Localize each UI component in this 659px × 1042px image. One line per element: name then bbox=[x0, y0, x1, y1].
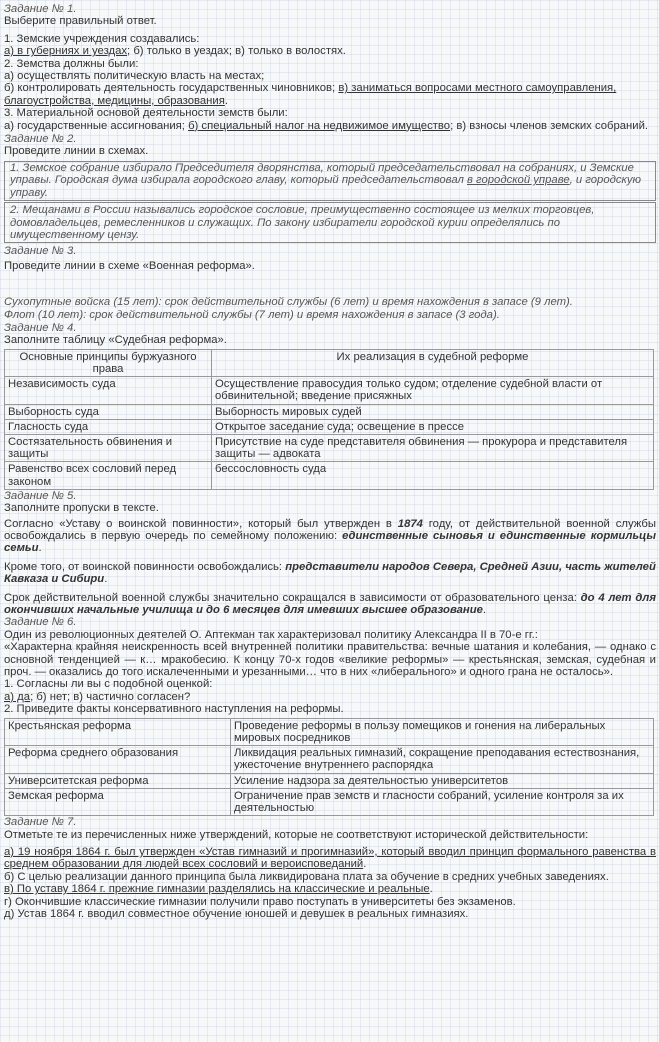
scheme-text: 1. Земское собрание избирало Председителя дворянства, который председательствовал на собраниях, и Земские управы. Городская дума избирала городского главу, который председательствовал bbox=[10, 161, 634, 187]
option-text: ; в) взносы членов земских собраний. bbox=[450, 119, 649, 132]
marked-statement: а) 19 ноября 1864 г. был утвержден «Устав гимназий и прогимназий», который вводил принцип формального равенства в среднем образовании для людей всех сословий и вероисповеданий bbox=[4, 845, 656, 871]
navy-text: Флот (10 лет): срок действительной службы (7 лет) и время нахождения в запасе (3 года). bbox=[4, 308, 500, 321]
task-6 bbox=[4, 616, 656, 816]
statement: б) С целью реализации данного принципа была ликвидирована плата за обучение в средних учебных заведениях. bbox=[4, 870, 609, 883]
task-2 bbox=[4, 133, 656, 243]
table-cell: Крестьянская реформа bbox=[5, 718, 231, 745]
task-instruction: Проведите линии в схемах. bbox=[4, 145, 149, 158]
quote: «Характерна крайняя неискренность всей внутренней политики правительства: вечные шатания и колебания, — однако с основной тенденцией — к… мракобесию. К концу 70-х годов «великие реформы» — крестьянская, земская, судебная и проч. — оказались до того искалеченными и урезанными… что в них «либерального» и одного грана не осталось». bbox=[4, 641, 656, 679]
table-row bbox=[5, 404, 654, 419]
text: Согласно «Уставу о воинской повинности», который был утвержден в bbox=[4, 517, 398, 530]
scheme-box-2 bbox=[4, 202, 656, 243]
table-cell: Проведение реформы в пользу помещиков и гонения на либеральных мировых посредников bbox=[231, 718, 654, 745]
question: 3. Материальной основой деятельности земств были: bbox=[4, 107, 288, 120]
table-cell: Земская реформа bbox=[5, 788, 231, 815]
answer-options bbox=[4, 120, 656, 132]
question: 1. Земские учреждения создавались: bbox=[4, 32, 200, 45]
statement bbox=[4, 883, 656, 895]
filled-blank: 1874 bbox=[397, 517, 423, 530]
task-4 bbox=[4, 322, 656, 490]
task-1 bbox=[4, 3, 656, 132]
task-heading: Задание № 4. bbox=[4, 321, 77, 334]
table-cell: Выборность суда bbox=[5, 404, 212, 419]
table-cell: Гласность суда bbox=[5, 419, 212, 434]
paragraph bbox=[4, 561, 656, 586]
option-text: б) контролировать деятельность государственных чиновников; bbox=[4, 82, 339, 95]
table-row bbox=[5, 377, 654, 404]
selected-answer: а) в губерниях и уездах bbox=[4, 45, 128, 58]
table-cell: Присутствие на суде представителя обвинения — прокурора и представителя защиты — адвоката bbox=[212, 434, 654, 461]
table-cell: Ликвидация реальных гимназий, сокращение преподавания естествознания, ужесточение внутреннего распорядка bbox=[231, 746, 654, 773]
statement bbox=[4, 846, 656, 871]
selected-answer: а) да bbox=[4, 690, 31, 703]
selected-answer: в) заниматься вопросами местного самоуправления, благоустройства, медицины, образования bbox=[4, 82, 617, 107]
option-text: а) государственные ассигнования; bbox=[4, 119, 189, 132]
statement: д) Устав 1864 г. вводил совместное обучение юношей и девушек в реальных гимназиях. bbox=[4, 907, 469, 920]
task-heading: Задание № 7. bbox=[4, 816, 77, 829]
table-row bbox=[5, 718, 654, 745]
task-heading: Задание № 3. bbox=[4, 245, 77, 258]
task-heading: Задание № 5. bbox=[4, 489, 77, 502]
table-cell: Усиление надзора за деятельностью университетов bbox=[231, 773, 654, 788]
box-separator bbox=[5, 202, 655, 203]
text: году, от действительной военной службы освобождались в первую очередь по семейному положению: bbox=[4, 517, 656, 542]
table-row bbox=[5, 788, 654, 815]
option-text: а) осуществлять политическую власть на местах; bbox=[4, 70, 265, 83]
scheme-underlined: в городской управе bbox=[467, 174, 570, 187]
filled-blank: единственные сыновья и единственные кормильцы семьи bbox=[4, 530, 657, 555]
question: 1. Согласны ли вы с подобной оценкой: bbox=[4, 678, 213, 691]
filled-blank: представители народов Севера, Средней Азии, часть жителей Кавказа и Сибири bbox=[4, 560, 656, 586]
task-heading: Задание № 1. bbox=[4, 3, 77, 15]
table-cell: Открытое заседание суда; освещение в прессе bbox=[212, 419, 654, 434]
table-row bbox=[5, 434, 654, 461]
text: . bbox=[104, 573, 108, 586]
option-text: ; б) нет; в) частично согласен? bbox=[30, 690, 191, 703]
question: 2. Приведите факты консервативного наступления на реформы. bbox=[4, 703, 344, 716]
task-3 bbox=[4, 245, 656, 321]
scheme-text: 2. Мещанами в России назывались городское сословие, преимущественно состоящее из мелких торговцев, домовладельцев, ремесленников и служащих. По закону избиратели городской курии определялись по имущественному цензу. bbox=[10, 204, 595, 241]
task-intro: Один из революционных деятелей О. Аптекман так характеризовал политику Александра II в 70-е гг.: bbox=[4, 628, 538, 641]
conservative-table bbox=[4, 718, 654, 816]
task-5 bbox=[4, 490, 656, 617]
task-7 bbox=[4, 816, 656, 920]
table-cell: Выборность мировых судей bbox=[212, 404, 654, 419]
task-instruction: Заполните таблицу «Судебная реформа». bbox=[4, 334, 227, 347]
text: . bbox=[38, 542, 42, 555]
answer-options bbox=[4, 45, 656, 57]
table-row bbox=[5, 419, 654, 434]
table-header-row bbox=[5, 349, 654, 376]
task-instruction: Проведите линии в схеме «Военная реформа». bbox=[4, 259, 255, 272]
task-heading: Задание № 6. bbox=[4, 616, 77, 629]
text: Кроме того, от воинской повинности освобождались: bbox=[4, 560, 286, 573]
scheme-gap bbox=[4, 272, 656, 296]
table-cell: Университетская реформа bbox=[5, 773, 231, 788]
statement: г) Окончившие классические гимназии получили право поступать в университеты без экзаменов. bbox=[4, 895, 516, 908]
judicial-reform-table bbox=[4, 349, 654, 490]
scheme-text: , и городскую управу. bbox=[10, 174, 641, 199]
table-cell: Независимость суда bbox=[5, 377, 212, 404]
army-text: Сухопутные войска (15 лет): срок действительной службы (6 лет) и время нахождения в запасе (9 лет). bbox=[4, 296, 573, 309]
option-text: . bbox=[224, 94, 228, 107]
option-text: ; б) только в уездах; в) только в волостях. bbox=[127, 45, 346, 58]
table-row bbox=[5, 746, 654, 773]
text: Срок действительной военной службы значительно сокращался в зависимости от образовательного ценза: bbox=[4, 591, 581, 604]
box-separator bbox=[4, 200, 656, 201]
text: . bbox=[363, 858, 367, 871]
task-instruction: Отметьте те из перечисленных ниже утверждений, которые не соответствуют исторической действительности: bbox=[4, 828, 589, 841]
scheme-box-1 bbox=[4, 161, 656, 200]
text: . bbox=[429, 883, 433, 896]
column-header: Их реализация в судебной реформе bbox=[212, 349, 654, 376]
table-row bbox=[5, 773, 654, 788]
table-cell: Реформа среднего образования bbox=[5, 746, 231, 773]
table-cell: Равенство всех сословий перед законом bbox=[5, 462, 212, 489]
table-cell: Ограничение прав земств и гласности собраний, усиление контроля за их деятельностью bbox=[231, 788, 654, 815]
answer-options bbox=[4, 691, 656, 703]
table-cell: Осуществление правосудия только судом; отделение судебной власти от обвинительной; введение присяжных bbox=[212, 377, 654, 404]
filled-blank: до 4 лет для окончивших начальные училища и до 6 месяцев для имевших высшее образование bbox=[4, 591, 656, 617]
paragraph bbox=[4, 592, 656, 617]
table-cell: Состязательность обвинения и защиты bbox=[5, 434, 212, 461]
task-instruction: Заполните пропуски в тексте. bbox=[4, 502, 159, 515]
paragraph bbox=[4, 518, 656, 555]
answer-options bbox=[4, 82, 656, 107]
task-instruction: Выберите правильный ответ. bbox=[4, 15, 157, 28]
table-row bbox=[5, 462, 654, 489]
table-cell: бессословность суда bbox=[212, 462, 654, 489]
text: . bbox=[482, 604, 487, 617]
selected-answer: б) специальный налог на недвижимое имущество bbox=[188, 119, 451, 132]
marked-statement: в) По уставу 1864 г. прежние гимназии разделялись на классические и реальные bbox=[4, 883, 430, 896]
task-heading: Задание № 2. bbox=[4, 133, 77, 146]
question: 2. Земства должны были: bbox=[4, 57, 139, 70]
column-header: Основные принципы буржуазного права bbox=[5, 349, 212, 376]
